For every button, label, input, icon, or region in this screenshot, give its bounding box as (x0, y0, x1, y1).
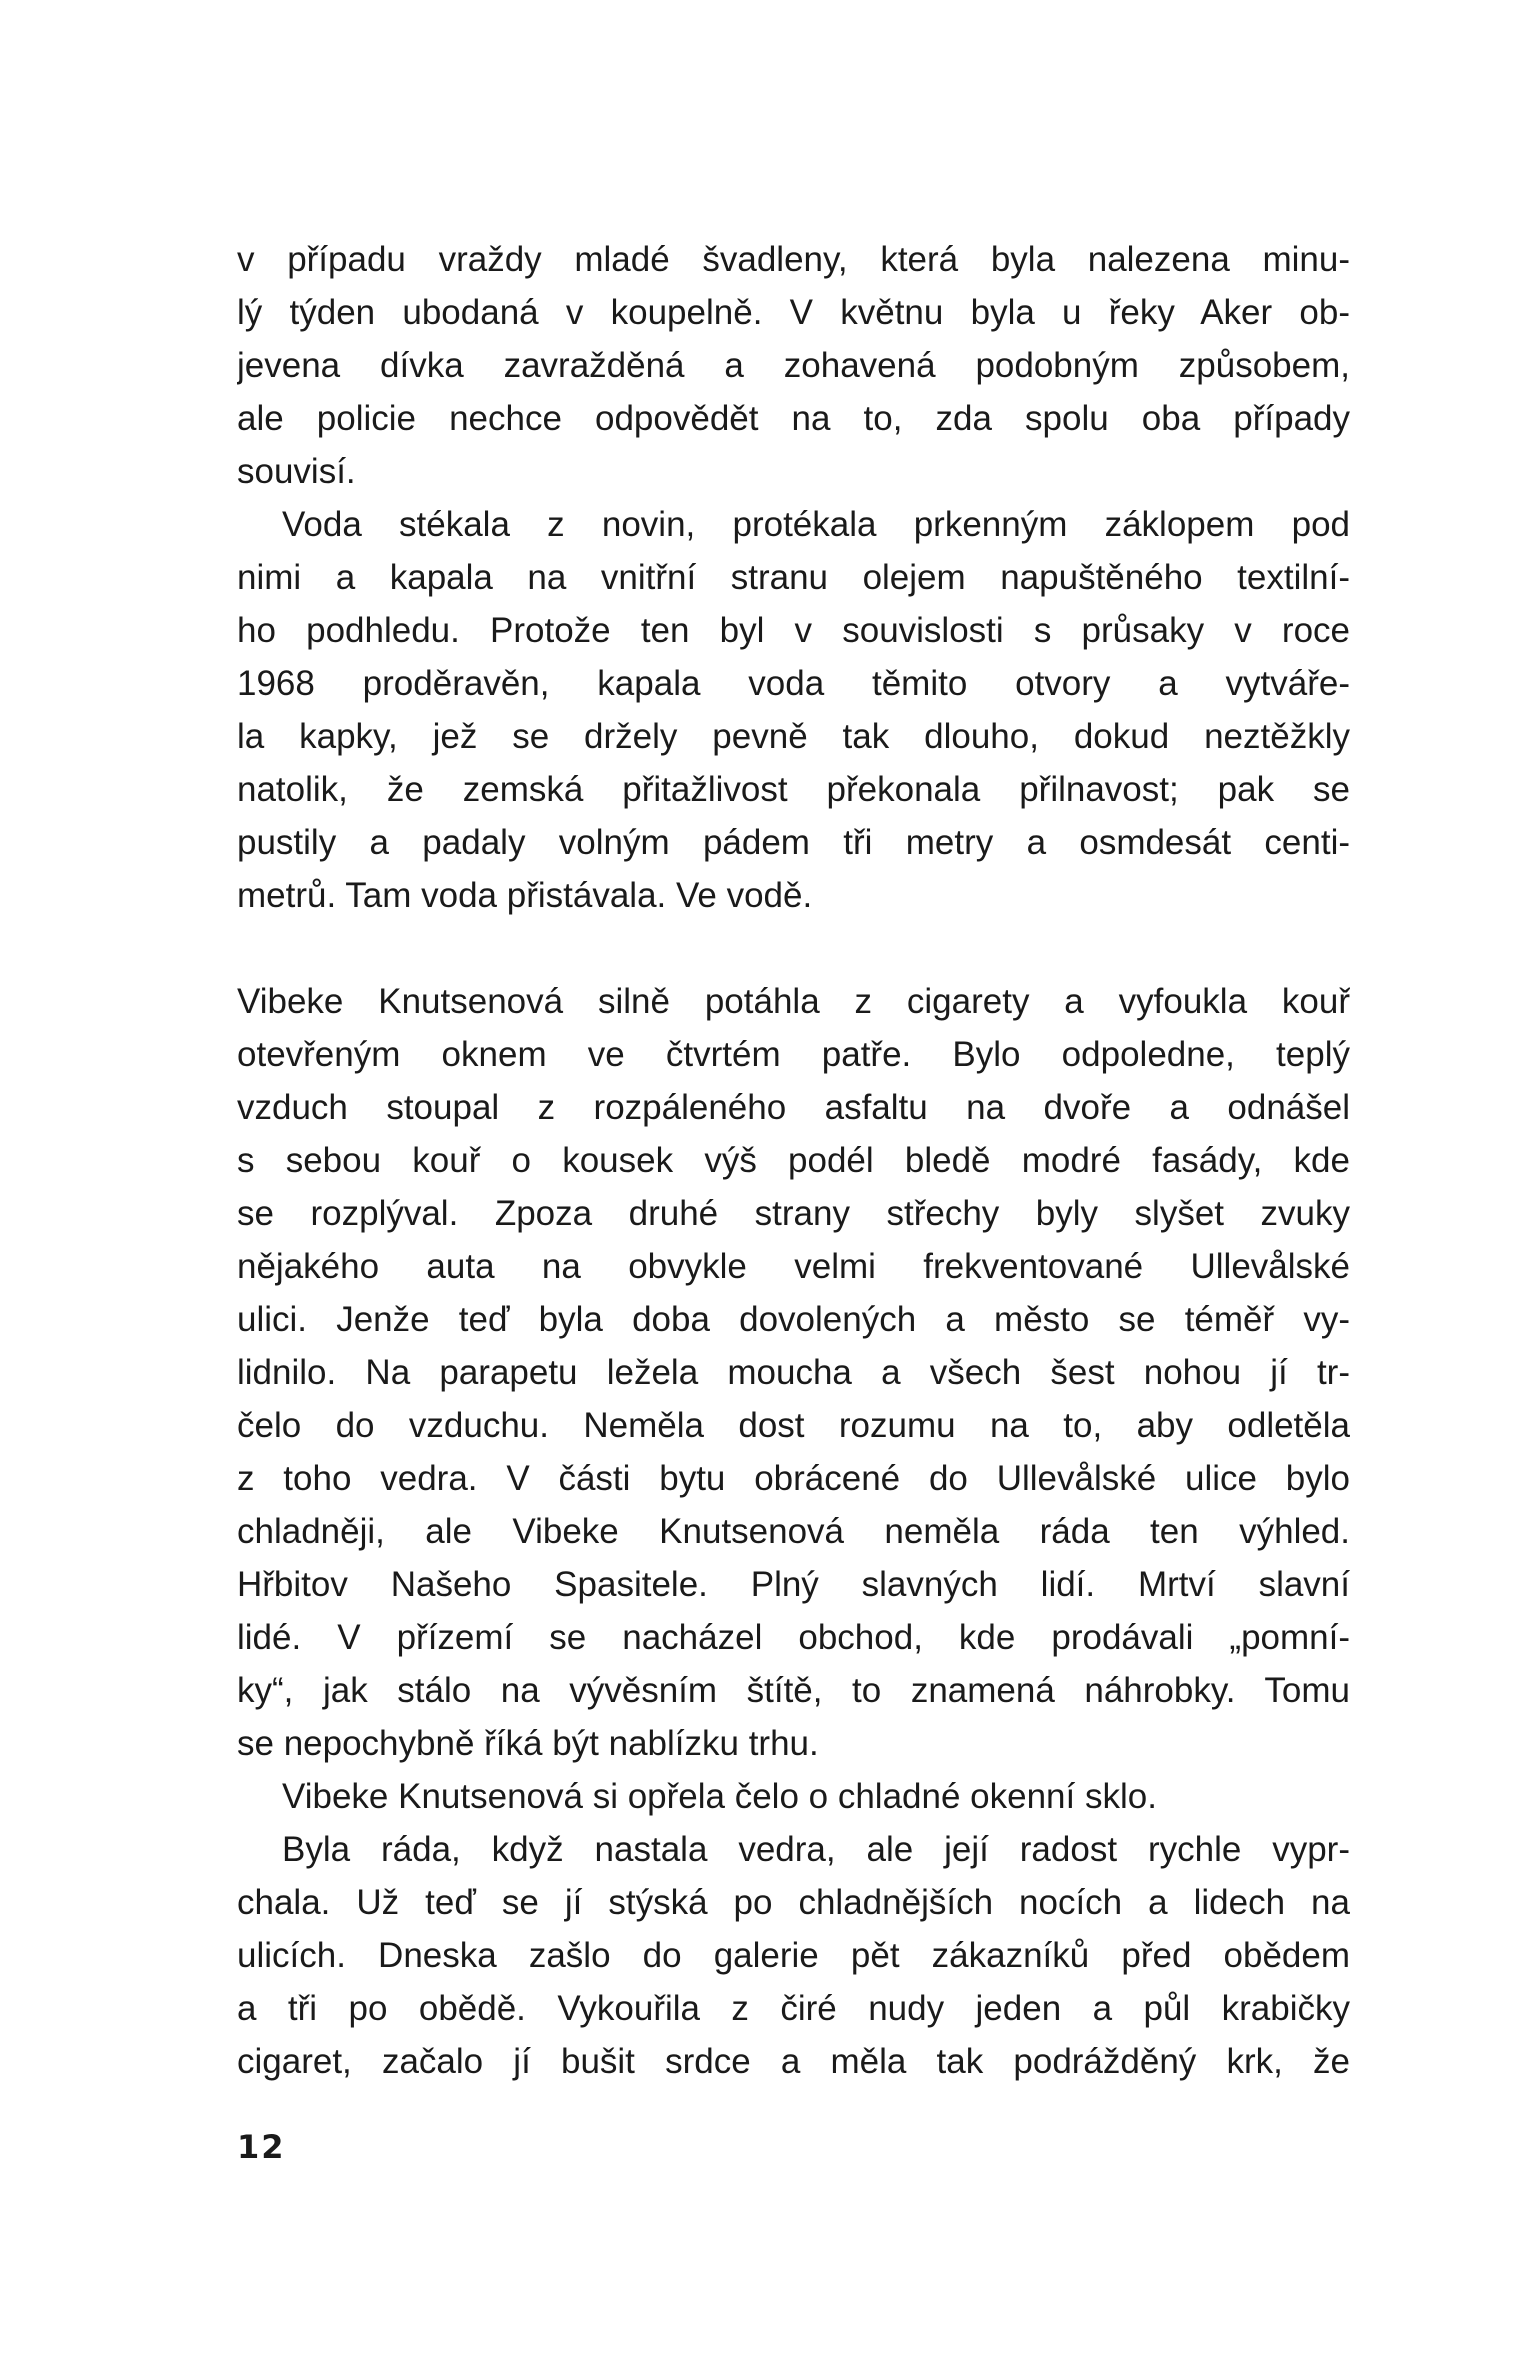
text-line: v případu vraždy mladé švadleny, která byla nalezena minu- (237, 240, 1350, 279)
text-line: la kapky, jež se držely pevně tak dlouho, dokud neztěžkly (237, 717, 1350, 756)
text-line: ale policie nechce odpovědět na to, zda spolu oba případy (237, 399, 1350, 438)
text-line: jevena dívka zavražděná a zohavená podobným způsobem, (237, 346, 1350, 385)
text-line: nějakého auta na obvykle velmi frekventované Ullevålské (237, 1247, 1350, 1286)
text-line: lidé. V přízemí se nacházel obchod, kde prodávali „pomní- (237, 1618, 1350, 1657)
text-line: a tři po obědě. Vykouřila z čiré nudy jeden a půl krabičky (237, 1989, 1350, 2028)
text-line: Vibeke Knutsenová silně potáhla z cigarety a vyfoukla kouř (237, 982, 1350, 1021)
text-line: vzduch stoupal z rozpáleného asfaltu na dvoře a odnášel (237, 1088, 1350, 1127)
section-break (237, 922, 1350, 975)
text-line: Byla ráda, když nastala vedra, ale její radost rychle vypr- (282, 1830, 1350, 1869)
text-line: 1968 proděravěn, kapala voda těmito otvory a vytváře- (237, 664, 1350, 703)
text-line: čelo do vzduchu. Neměla dost rozumu na to, aby odletěla (237, 1406, 1350, 1445)
text-line: cigaret, začalo jí bušit srdce a měla tak podrážděný krk, že (237, 2042, 1350, 2081)
text-line: lý týden ubodaná v koupelně. V květnu byla u řeky Aker ob- (237, 293, 1350, 332)
text-line: nimi a kapala na vnitřní stranu olejem napuštěného textilní- (237, 558, 1350, 597)
text-line: ho podhledu. Protože ten byl v souvislosti s průsaky v roce (237, 611, 1350, 650)
body-text (237, 233, 1350, 2088)
text-line: chala. Už teď se jí stýská po chladnějších nocích a lidech na (237, 1883, 1350, 1922)
text-line: metrů. Tam voda přistávala. Ve vodě. (237, 876, 813, 915)
text-line: ky“, jak stálo na vývěsním štítě, to znamená náhrobky. Tomu (237, 1671, 1350, 1710)
text-line: Voda stékala z novin, protékala prkenným záklopem pod (282, 505, 1350, 544)
text-line: s sebou kouř o kousek výš podél bledě modré fasády, kde (237, 1141, 1350, 1180)
text-line: otevřeným oknem ve čtvrtém patře. Bylo odpoledne, teplý (237, 1035, 1350, 1074)
text-line: se nepochybně říká být nablízku trhu. (237, 1724, 819, 1763)
text-line: souvisí. (237, 452, 356, 491)
text-line: chladněji, ale Vibeke Knutsenová neměla ráda ten výhled. (237, 1512, 1350, 1551)
text-line: Vibeke Knutsenová si opřela čelo o chladné okenní sklo. (282, 1777, 1157, 1816)
text-line: pustily a padaly volným pádem tři metry a osmdesát centi- (237, 823, 1350, 862)
text-line: Hřbitov Našeho Spasitele. Plný slavných lidí. Mrtví slavní (237, 1565, 1350, 1604)
text-line: natolik, že zemská přitažlivost překonala přilnavost; pak se (237, 770, 1350, 809)
page-number: 12 (237, 2128, 286, 2166)
text-line: ulicích. Dneska zašlo do galerie pět zákazníků před obědem (237, 1936, 1350, 1975)
text-line: ulici. Jenže teď byla doba dovolených a město se téměř vy- (237, 1300, 1350, 1339)
text-line: se rozplýval. Zpoza druhé strany střechy byly slyšet zvuky (237, 1194, 1350, 1233)
text-line: lidnilo. Na parapetu ležela moucha a všech šest nohou jí tr- (237, 1353, 1350, 1392)
text-line: z toho vedra. V části bytu obrácené do Ullevålské ulice bylo (237, 1459, 1350, 1498)
